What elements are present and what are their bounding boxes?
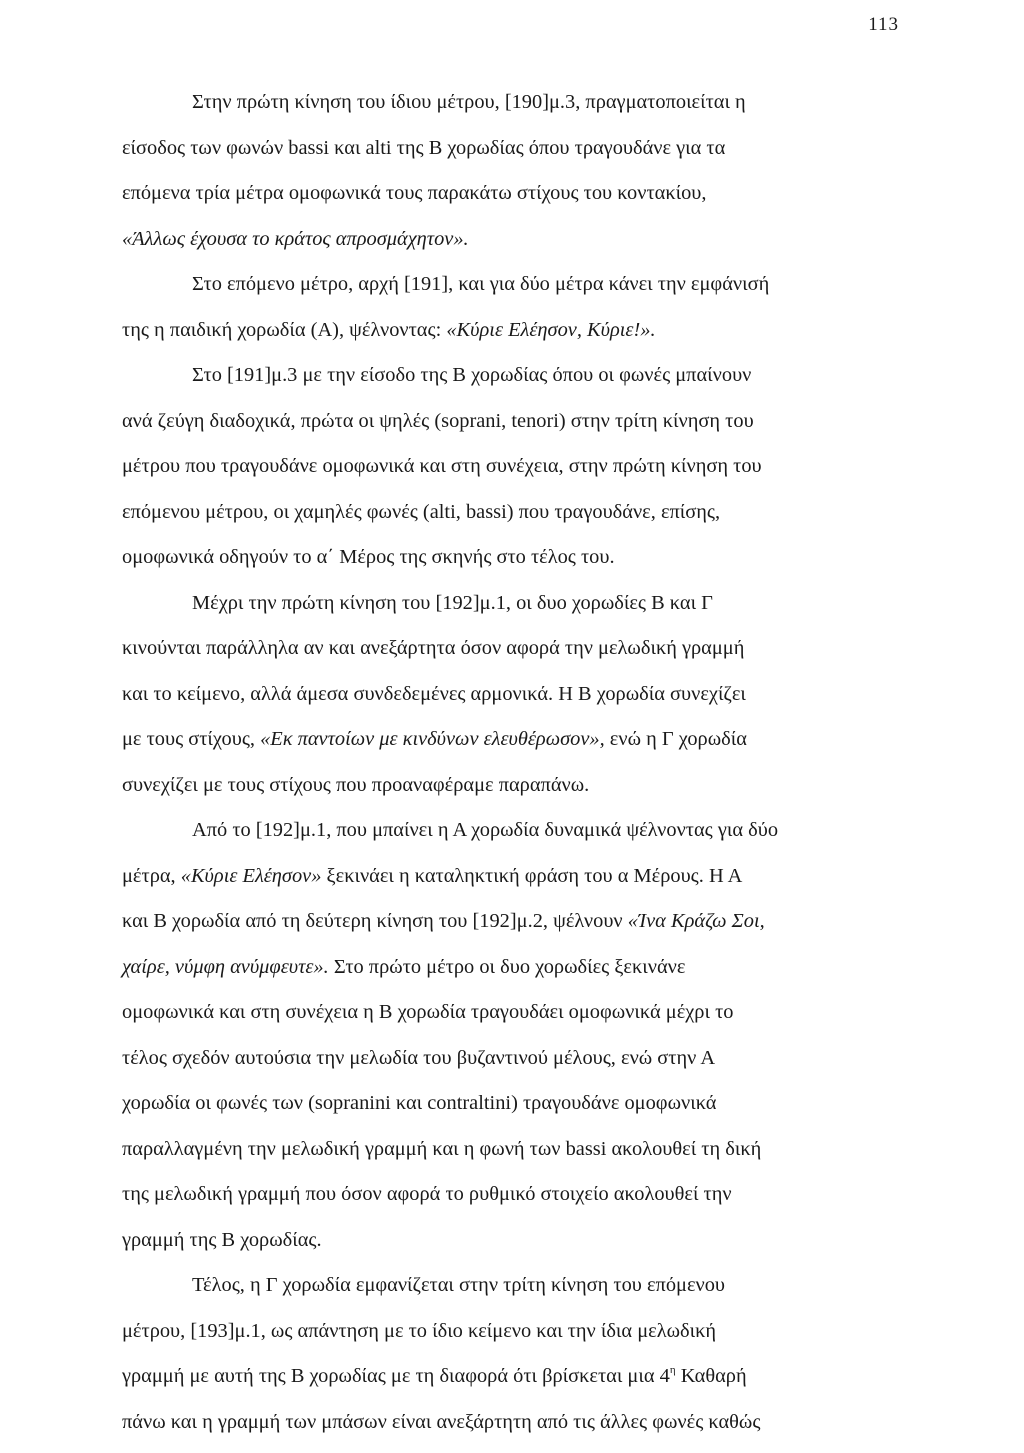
text-run: τέλος σχεδόν αυτούσια την μελωδία του βυζαντινού μέλους, ενώ στην Α [122,1046,716,1069]
text-run: και το κείμενο, αλλά άμεσα συνδεδεμένες αρμονικά. Η Β χορωδία συνεχίζει [122,682,746,705]
text-run: Καθαρή [675,1365,747,1387]
body-text [122,80,882,1445]
text-run: συνεχίζει με τους στίχους που προαναφέραμε παραπάνω. [122,773,590,796]
text-run: επόμενου μέτρου, οι χαμηλές φωνές (alti, bassi) που τραγουδάνε, επίσης, [122,500,721,523]
text-run: Στο πρώτο μέτρο οι δυο χορωδίες ξεκινάνε [328,955,686,978]
italic-quote: χαίρε, νύμφη ανύμφευτε». [122,955,329,978]
text-line [122,1036,882,1082]
paragraph [122,80,882,262]
text-line [122,763,882,809]
italic-quote: «Άλλως έχουσα το κράτος απροσμάχητον». [122,227,469,250]
text-line [122,1354,882,1400]
text-run: μέτρου, [193]μ.1, ως απάντηση με το ίδιο κείμενο και την ίδια μελωδική [122,1319,717,1342]
text-line [122,535,882,581]
text-run: παραλλαγμένη την μελωδική γραμμή και η φωνή των bassi ακολουθεί τη δική [122,1137,762,1160]
text-run: Τέλος, η Γ χορωδία εμφανίζεται στην τρίτη κίνηση του επόμενου [192,1274,726,1296]
text-run: της μελωδική γραμμή που όσον αφορά το ρυθμικό στοιχείο ακολουθεί την [122,1183,732,1205]
text-line [122,217,882,263]
italic-quote: «Ίνα Κράζω Σοι, [627,910,765,932]
text-line [122,80,882,126]
text-run: κινούνται παράλληλα αν και ανεξάρτητα όσον αφορά την μελωδική γραμμή [122,637,745,659]
paragraph [122,1263,882,1445]
text-run: Μέχρι την πρώτη κίνηση του [192]μ.1, οι δυο χορωδίες Β και Γ [192,591,713,614]
text-line [122,1172,882,1218]
text-line [122,808,882,854]
text-run: μέτρου που τραγουδάνε ομοφωνικά και στη συνέχεια, στην πρώτη κίνηση του [122,455,762,477]
italic-quote: «Εκ παντοίων με κινδύνων ελευθέρωσον», [260,728,605,750]
text-line [122,353,882,399]
text-line [122,945,882,991]
text-line [122,672,882,718]
text-run: ξεκινάει η καταληκτική φράση του α Μέρους. Η Α [321,864,743,887]
text-run: ενώ η Γ χορωδία [604,728,747,750]
text-run: ομοφωνικά οδηγούν το α΄ Μέρος της σκηνής στο τέλος του. [122,546,615,568]
text-run: και Β χορωδία από τη δεύτερη κίνηση του [192]μ.2, ψέλνουν [122,910,628,932]
text-run: ανά ζεύγη διαδοχικά, πρώτα οι ψηλές (soprani, tenori) στην τρίτη κίνηση του [122,409,754,432]
text-line [122,854,882,900]
text-line [122,399,882,445]
text-line [122,262,882,308]
text-line [122,1081,882,1127]
text-line [122,1218,882,1264]
paragraph [122,581,882,809]
text-line [122,1263,882,1309]
text-line [122,126,882,172]
text-line [122,990,882,1036]
text-run: με τους στίχους, [122,728,261,750]
text-line [122,490,882,536]
text-line [122,1127,882,1173]
paragraph [122,808,882,1263]
text-run: της η παιδική χορωδία (Α), ψέλνοντας: [122,318,447,341]
text-line [122,444,882,490]
text-line [122,899,882,945]
text-line [122,1309,882,1355]
text-run: είσοδος των φωνών bassi και alti της Β χορωδίας όπου τραγουδάνε για τα [122,136,726,159]
text-run: ομοφωνικά και στη συνέχεια η Β χορωδία τραγουδάει ομοφωνικά μέχρι το [122,1001,734,1023]
text-run: επόμενα τρία μέτρα ομοφωνικά τους παρακάτω στίχους του κοντακίου, [122,182,707,204]
superscript: η [669,1364,676,1376]
text-line [122,1400,882,1446]
paragraph [122,353,882,581]
text-run: Στο [191]μ.3 με την είσοδο της Β χορωδίας όπου οι φωνές μπαίνουν [192,364,752,386]
text-line [122,626,882,672]
text-line [122,308,882,354]
text-run: Από το [192]μ.1, που μπαίνει η Α χορωδία δυναμικά ψέλνοντας για δύο [192,819,779,841]
text-line [122,717,882,763]
text-run: μέτρα, [122,864,181,887]
italic-quote: «Κύριε Ελέησον, Κύριε!». [446,318,656,341]
text-run: Στην πρώτη κίνηση του ίδιου μέτρου, [190]μ.3, πραγματοποιείται η [192,91,746,113]
text-run: γραμμή με αυτή της Β χορωδίας με τη διαφορά ότι βρίσκεται μια 4 [122,1365,670,1387]
text-run: γραμμή της Β χορωδίας. [122,1228,322,1251]
text-run: πάνω και η γραμμή των μπάσων είναι ανεξάρτητη από τις άλλες φωνές καθώς [122,1410,761,1433]
text-run: χορωδία οι φωνές των (sopranini και contraltini) τραγουδάνε ομοφωνικά [122,1092,717,1114]
page-number: 113 [868,14,899,35]
text-run: Στο επόμενο μέτρο, αρχή [191], και για δύο μέτρα κάνει την εμφάνισή [192,273,770,295]
paragraph [122,262,882,353]
text-line [122,581,882,627]
text-line [122,171,882,217]
italic-quote: «Κύριε Ελέησον» [180,864,322,887]
